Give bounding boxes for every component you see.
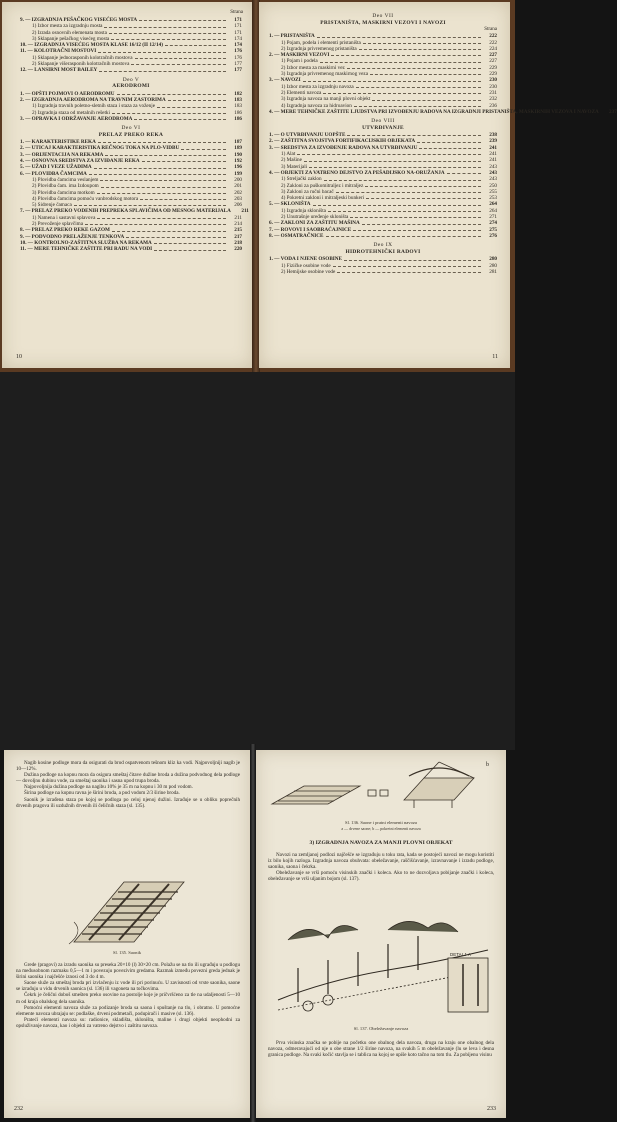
toc-entry-page: 182 xyxy=(234,90,242,97)
toc-leader xyxy=(135,55,226,59)
toc-entry-page: 274 xyxy=(489,220,497,227)
body-text-232a: Nagib kosine podloge mora da osigurati da brod ospatvenom tešnom kliz ka vodi. Najpovoljniji nagib je 10—12%. Dužina podloge na kopnu mora da osigura smeštaj čitave dužine broda a dužina podvodnog dela podloge — dovoljnu dubinu vode, za smeštaj saonika i sasna upod trupa broda. Najpovoljnija dužina podloge na nagibu 10% je 35 m na kopnu i 30 m pod vodom. Širina podloge na kopnu ravna je širini broda, a pod vodom 2/3 širine broda. Saonik je izrađena staza po kojoj se podloga po celoj njenoj dužini. Izrađuje se u obliku poprečnih drvenih pragova ili uzdužnih drvenih ili čeličnih staza (sl. 135). xyxy=(16,760,240,809)
section-header-deo-vii: Deo VII PRISTANIŠTA, MASKIRNI VEZOVI I NAVOZI xyxy=(320,13,446,26)
toc-entry-title: 2) Elementi navoza xyxy=(281,89,322,96)
figure-135-caption: Sl. 135. Saonik xyxy=(112,950,142,955)
toc-entry xyxy=(20,246,242,252)
toc-leader xyxy=(313,201,481,205)
toc-entry-page: 238 xyxy=(489,132,497,139)
toc-leader xyxy=(139,17,226,21)
toc-entry-title: 5) Sidrenje čamaca xyxy=(32,202,72,209)
toc-entry-title: 6. — ZAKLONI ZA ZAŠTITU MAŠINA xyxy=(269,220,360,227)
toc-entry-title: 4. — MERE TEHNIČKE ZAŠTITE LJUDSTVA PRI IZVOĐENJU RADOVA NA IZGRADNJI PRISTANIŠTA, MASKIRNIH VEZOVA I NAVOZA xyxy=(269,108,599,115)
toc-entry-page: 217 xyxy=(234,233,242,240)
toc-leader xyxy=(323,90,481,94)
toc-entry-title: 4) Izgradnja navoza za hidroavion xyxy=(281,102,352,109)
toc-entry-page: 271 xyxy=(489,214,497,221)
toc-entry-title: 2) Sklapanje višerasponih kolotračnih mostova xyxy=(32,61,130,68)
toc-entry-page: 276 xyxy=(489,232,497,239)
toc-leader xyxy=(98,139,226,143)
toc-leader xyxy=(337,269,481,273)
toc-leader xyxy=(328,208,481,212)
toc-entry-page: 186 xyxy=(234,109,242,116)
toc-entry-title: 3. — NAVOZI xyxy=(269,77,301,84)
toc-leader xyxy=(324,176,481,180)
toc-entry-page: 171 xyxy=(234,23,242,30)
toc-leader xyxy=(297,151,481,155)
toc-leader xyxy=(356,84,481,88)
toc-entry-page: 202 xyxy=(234,189,242,196)
toc-entry-title: 4) Pokretni zakloni i mitraljeski bunkeri xyxy=(281,195,365,202)
toc-entry-title: 11. — MERE TEHNIČKE ZAŠTITE PRI RADU NA VODI xyxy=(20,246,153,253)
toc-entry-page: 280 xyxy=(489,256,497,263)
toc-entry-title: 3. — OPRAVKA I ODRŽAVANJE AERODROMA xyxy=(20,115,133,122)
toc-entry-page: 230 xyxy=(489,77,497,84)
toc-entry-page: 211 xyxy=(234,214,242,221)
toc-entry-page: 183 xyxy=(234,103,242,110)
toc-entry-title: 1) Plovidba čamcima veslanjem xyxy=(32,176,99,183)
toc-leader xyxy=(134,116,226,120)
page-10 xyxy=(2,2,253,368)
toc-leader xyxy=(353,227,481,231)
toc-entry-title: 1) Alat xyxy=(281,151,296,158)
toc-leader xyxy=(370,71,481,75)
toc-entry-title: 3. — ORIJENTACIJA NA REKAMA xyxy=(20,151,104,158)
toc-entry-title: 3) Sklapanje pešačkog visećeg mosta xyxy=(32,35,110,42)
toc-entry-title: 1) Fizičke osobine vode xyxy=(281,262,331,269)
toc-leader xyxy=(359,46,481,50)
figure-137-detail-label: DETALJ-A xyxy=(450,952,471,957)
toc-entry-page: 177 xyxy=(234,67,242,74)
toc-entry-title: 7. — PRELAZ PREKO VODENIH PREPREKA SPLAVIČIMA OD MESNOG MATERIJALA xyxy=(20,208,231,215)
toc-entry-page: 192 xyxy=(234,158,242,165)
toc-entry-title: 4. — OSNOVNA SREDSTVA ZA IZVIĐANJE REKA xyxy=(20,158,140,165)
toc-leader xyxy=(94,164,226,168)
section-title-navoz: 3) IZGRADNJA NAVOZA ZA MANJI PLOVNI OBJEKAT xyxy=(309,840,453,846)
toc-entry-page: 220 xyxy=(234,246,242,253)
figure-136-caption: Sl. 136. Saone i pratni elementi navoza xyxy=(345,820,417,825)
toc-entry-page: 214 xyxy=(234,221,242,228)
toc-entry-title: 3) Plovidba čamcima motkom xyxy=(32,189,95,196)
toc-entry-page: 232 xyxy=(489,96,497,103)
toc-entry-page: 236 xyxy=(489,102,497,109)
toc-entry-page: 174 xyxy=(234,42,242,49)
page-number-10: 10 xyxy=(16,354,22,360)
toc-entry-title: 5. — UŽAD I VEZE UŽADIMA xyxy=(20,164,92,171)
toc-entry-page: 171 xyxy=(234,17,242,23)
toc-entry-page: 218 xyxy=(234,239,242,246)
toc-entry-page: 174 xyxy=(234,35,242,42)
toc-entry-page: 222 xyxy=(489,39,497,46)
toc-entry-title: 9. — PODVODNO PRELAŽENJE TENKOVA xyxy=(20,233,125,240)
toc-entry-title: 1) Izbor mesta za izgradnju navoza xyxy=(281,83,354,90)
toc-leader xyxy=(168,97,226,101)
toc-leader xyxy=(85,221,226,225)
toc-leader xyxy=(99,67,226,71)
toc-entry-title: 1. — O UTVRĐIVANJU UOPŠTE xyxy=(269,132,346,139)
toc-entry-page: 241 xyxy=(489,157,497,164)
toc-leader xyxy=(154,240,226,244)
toc-leader xyxy=(303,77,481,81)
toc-block-b xyxy=(269,10,617,275)
toc-leader xyxy=(320,58,481,62)
strana-label: Strana xyxy=(230,10,243,15)
toc-leader xyxy=(372,96,481,100)
toc-entry-page: 190 xyxy=(234,151,242,158)
toc-entry-page: 229 xyxy=(489,71,497,78)
toc-entry-page: 227 xyxy=(489,58,497,65)
body-text-233b: Prva visinska značka se pobije na početku one obalnog dela navoza, druga na kraju one obalnog dela navoza, odmeravajući od nje u obe strane 1/2 širine navoza, na svakih 5 m obeležavanje (lu se leva i desna granica podloge. Na svaki kočić stavlja se i tablica na kojoj se upiše koto tačno na tom tlu. Za pobijenu visinu xyxy=(268,1040,494,1059)
section-header-deo-viii: Deo VIII UTVRĐIVANJE xyxy=(362,118,404,131)
toc-leader xyxy=(333,263,481,267)
toc-entry-title: 1. — OPŠTI POJMOVI O AERODROMU xyxy=(20,90,115,97)
toc-leader xyxy=(181,145,226,149)
toc-entry-page: 176 xyxy=(234,48,242,55)
toc-entry-page: 229 xyxy=(489,64,497,71)
toc-leader xyxy=(347,132,481,136)
toc-leader xyxy=(74,202,226,206)
toc-entry-title: 3) Izgradnja navoza na manji plovni objekt xyxy=(281,96,371,103)
toc-leader xyxy=(104,23,226,27)
toc-entry-title: 2) Mašine xyxy=(281,157,302,164)
toc-entry-title: 1) Izgradnja skloništa xyxy=(281,207,326,214)
toc-entry-page: 177 xyxy=(234,61,242,68)
toc-entry xyxy=(269,269,497,275)
toc-entry-title: 1. — VODA I NJENE OSOBINE xyxy=(269,256,343,263)
toc-leader xyxy=(336,189,481,193)
toc-leader xyxy=(417,138,481,142)
toc-leader xyxy=(165,42,226,46)
toc-leader xyxy=(142,158,226,162)
toc-entry xyxy=(269,108,617,115)
toc-entry-page: 275 xyxy=(489,226,497,233)
figure-135-saonik xyxy=(64,872,190,948)
figure-136-subcaption: a — drvene saone; b — pokretni elementi navoza xyxy=(341,826,421,831)
toc-entry-title: 7. — ROVOVI I SAOBRAĆAJNICE xyxy=(269,226,352,233)
toc-entry-title: 1. — PRISTANIŠTA xyxy=(269,33,315,40)
toc-entry-page: 243 xyxy=(489,163,497,170)
toc-leader xyxy=(309,164,481,168)
body-text-232b: Grede (pragovi) za izradu saonika su preseka 20×10 (l) 30×20 cm. Polažu se na tlo ili ugrađuju u podlogu na međusobnom razmaku 0,5—1 m i povezuju povezivim gredama. Razmak između povezni greda jednak je širini saonika i najčešće iznosi od 3 do 4 m. Saone služe za smeštaj broda pri izvlačenju iz vode ili pri porinuću. U zavisnosti od vrste saonika, saone se izrađuju u vidu drvenih saonica (sl. 136) ili vagoneta na točkovima. Čekrk je čelični doboš smešten preko osovine na postolje koje je pričvršćeno za tle na udaljenosti 5—10 m od kraja obalskog dela saonika. Pomoćni elementi navoza služe za podizanje broda sa saona i spuštanje na tlo, i obratno. U pomoćne elemente navoza ubrajaju se: podlaške, drveni podmetači, podupirači i masive (sl. 136). Pratećí elementi navoza su: radionice, skladišta, skloništa, maline i drugi objekti neophodni za opsluživanje navoza, kao i objekti za vatreno dejstvo i zaštitu navoza. xyxy=(16,962,240,1029)
toc-entry-page: 241 xyxy=(489,144,497,151)
toc-spread xyxy=(0,0,617,372)
toc-entry-title: 1) Streljački zaklon xyxy=(281,176,322,183)
toc-entry-page: 264 xyxy=(489,201,497,208)
toc-entry-page: 196 xyxy=(234,164,242,171)
toc-leader xyxy=(366,195,481,199)
toc-leader xyxy=(344,256,481,260)
toc-entry-page: 239 xyxy=(489,138,497,145)
toc-entry-title: 11. — KOLOTRAČNI MOSTOVI xyxy=(20,48,97,55)
figure-137-obelezavanje xyxy=(268,910,494,1020)
toc-entry-title: 2) Izrada osnovnih elemenata mosta xyxy=(32,29,107,36)
toc-entry-page: 255 xyxy=(489,188,497,195)
section-header-deo-v: Deo V AERODROMI xyxy=(112,76,150,90)
toc-entry-page: 200 xyxy=(234,176,242,183)
toc-leader xyxy=(157,103,226,107)
toc-entry-page: 203 xyxy=(234,195,242,202)
toc-entry-title: 1) Pojam i podela xyxy=(281,58,318,65)
toc-leader xyxy=(304,157,481,161)
toc-entry-page: 201 xyxy=(234,183,242,190)
toc-entry-title: 10. — KONTROLNO-ZAŠTITNA SLUŽBA NA REKAMA xyxy=(20,239,152,246)
toc-entry-title: 2. — ZAŠTITNA SVOJSTVA FORTIFIKACIJSKIH OBJEKATA xyxy=(269,138,416,145)
strana-label-11: Strana xyxy=(484,27,497,32)
toc-entry-page: 264 xyxy=(489,207,497,214)
toc-leader xyxy=(350,214,481,218)
page-number-11: 11 xyxy=(492,354,498,360)
toc-entry-title: 2) Prevoženje splavčima xyxy=(32,221,83,228)
section-header-deo-vi: Deo VI PRELAZ PREKO REKA xyxy=(98,125,164,138)
toc-leader xyxy=(317,33,481,37)
toc-entry-title: 2. — UTICAJ KARAKTERISTIKA REČNOG TOKA NA PLO-VIDBU xyxy=(20,145,180,152)
toc-entry-title: 1) Sklapanje jednorasponih kolotračnih mostova xyxy=(32,54,133,61)
toc-leader xyxy=(347,65,481,69)
toc-leader xyxy=(419,145,481,149)
toc-leader xyxy=(117,91,226,95)
toc-leader xyxy=(100,177,226,181)
page-number-232: 232 xyxy=(14,1106,23,1112)
toc-entry-title: 2. — IZGRADNJA AERODROMA NA TRAVNIM ZASTORIMA xyxy=(20,96,166,103)
toc-entry-page: 243 xyxy=(489,176,497,183)
toc-entry-title: 2) Hemijske osobine vode xyxy=(281,268,336,275)
toc-entry-title: 1) Namena i sastavni splavova xyxy=(32,214,96,221)
toc-entry-title: 8. — PRELAZ PREKO REKE GAZOM xyxy=(20,227,110,234)
toc-leader xyxy=(101,183,226,187)
toc-entry-page: 253 xyxy=(489,195,497,202)
toc-entry-page: 224 xyxy=(489,45,497,52)
toc-entry-title: 2) Unutrašnje uređenje skloništa xyxy=(281,214,349,221)
figure-137-caption: Sl. 137. Obeležavanje navoza xyxy=(353,1026,409,1031)
toc-entry xyxy=(20,67,242,73)
toc-entry-title: 4) Plovidba čamcima pomoću vanbrodskog motora xyxy=(32,195,139,202)
toc-entry-page: 187 xyxy=(234,139,242,146)
toc-leader xyxy=(140,196,226,200)
toc-entry-page: 243 xyxy=(489,169,497,176)
toc-entry-page: 241 xyxy=(489,151,497,158)
toc-entry-page: 199 xyxy=(234,170,242,177)
toc-entry-title: 5. — SKLONIŠTA xyxy=(269,201,311,208)
toc-leader xyxy=(109,30,226,34)
toc-entry-title: 8. — OSMATRAČNICE xyxy=(269,232,324,239)
toc-entry-title: 3) Materijali xyxy=(281,163,308,170)
toc-entry-title: 1) Pojam, podela i elementi pristaništa xyxy=(281,39,361,46)
toc-entry-page: 211 xyxy=(241,208,249,215)
toc-entry-title: 3) Zakloni za ručni bacač xyxy=(281,188,334,195)
toc-entry-page: 206 xyxy=(234,202,242,209)
toc-leader xyxy=(89,171,226,175)
page-233 xyxy=(256,750,506,1118)
page-number-233: 233 xyxy=(487,1106,496,1112)
toc-entry xyxy=(269,233,497,239)
toc-entry-title: 10. — IZGRADNJA VISEĆEG MOSTA KLASE 16/12 (II 12/14) xyxy=(20,42,163,49)
content-spread xyxy=(0,372,515,1112)
toc-leader xyxy=(97,215,226,219)
toc-entry-page: 189 xyxy=(234,145,242,152)
toc-leader xyxy=(365,183,481,187)
toc-entry-title: 9. — IZGRADNJA PEŠAČKOG VISEĆEG MOSTA xyxy=(20,17,138,23)
toc-entry-page: 250 xyxy=(489,182,497,189)
toc-leader xyxy=(98,48,226,52)
toc-entry-title: 4. — OBJEKTI ZA VATRENO DEJSTVO ZA PEŠADIJSKO NA-ORUŽANJA xyxy=(269,169,445,176)
toc-entry-title: 1) Izgradnja travnih poletno-sletnih staza i staza za voženje xyxy=(32,103,156,110)
toc-leader xyxy=(354,103,481,107)
toc-leader xyxy=(112,227,226,231)
toc-entry-title: 2) Izbor mesta za maskirni vez xyxy=(281,64,345,71)
toc-entry-page: 186 xyxy=(234,115,242,122)
page-232 xyxy=(4,750,250,1118)
body-text-233a: Navozi na zemljanoj podlozi najčešće se izgrađuju u toku rata, kada se postojeći navozi ne mogu koristiti iz bilo kojih razloga. Izgradnja navoza obuhvata: obeležavanje, raščišćavanje, izravnavanje i izradu podloge, saonika, saona i čekrka. Obeležavanje se vrši pomoću visinskih znački i koleca. Ako to ne dozvoljava pobijanje znački i koleca, obeležavanje se vrši uljanim bojom (sl. 137). xyxy=(268,852,494,883)
toc-entry-page: 176 xyxy=(234,54,242,61)
toc-entry-title: 6. — PLOVIDBA ČAMCIMA xyxy=(20,170,87,177)
toc-leader xyxy=(105,152,226,156)
toc-leader xyxy=(326,233,481,237)
toc-entry-page: 222 xyxy=(489,33,497,40)
toc-leader xyxy=(111,36,226,40)
toc-entry-page: 230 xyxy=(489,83,497,90)
toc-leader xyxy=(126,234,226,238)
page-11 xyxy=(259,2,617,368)
toc-entry-page: 237 xyxy=(609,108,617,115)
toc-entry-title: 2) Plovidba čam. ima Izdoupom xyxy=(32,183,99,190)
toc-leader xyxy=(97,190,226,194)
toc-entry-title: 2) Izgradnja privremenog pristaništa xyxy=(281,45,357,52)
toc-entry-title: 12. — LANSIRNI MOST BAILEY xyxy=(20,67,98,74)
toc-entry-title: 3) Izgradnja privremenog maskirnog veza xyxy=(281,71,368,78)
figure-136-saone xyxy=(264,756,498,818)
toc-entry-title: 2) Zakloni za puškomitraljez i mitraljez xyxy=(281,182,364,189)
toc-leader xyxy=(362,220,481,224)
toc-entry-page: 280 xyxy=(489,262,497,269)
toc-entry-page: 171 xyxy=(234,29,242,36)
toc-leader xyxy=(331,52,481,56)
toc-entry xyxy=(20,116,242,122)
toc-entry-title: 3. — SREDSTVA ZA IZVOĐENJE RADOVA NA UTVRĐIVANJU xyxy=(269,144,418,151)
toc-entry-title: 1. — KARAKTERISTIKE REKA xyxy=(20,139,96,146)
toc-entry-page: 231 xyxy=(489,89,497,96)
figure-136-label-b: b xyxy=(486,762,489,768)
toc-entry-title: 2. — MASKIRNI VEZOVI xyxy=(269,52,330,59)
toc-leader xyxy=(112,110,226,114)
toc-entry-title: 1) Izbor mesta za izgradnju mosta xyxy=(32,23,103,30)
toc-leader xyxy=(363,40,481,44)
toc-entry-title: 2) Izgradnja staza od metalnih rešetki xyxy=(32,109,110,116)
toc-leader xyxy=(154,246,226,250)
toc-leader xyxy=(447,170,481,174)
toc-entry-page: 227 xyxy=(489,52,497,59)
toc-entry-page: 281 xyxy=(489,268,497,275)
toc-entry-page: 183 xyxy=(234,96,242,103)
section-header-deo-ix: Deo IX HIDROTEHNIČKI RADOVI xyxy=(345,242,421,255)
toc-block-a xyxy=(20,17,249,253)
toc-entry-page: 215 xyxy=(234,227,242,234)
toc-leader xyxy=(131,61,226,65)
